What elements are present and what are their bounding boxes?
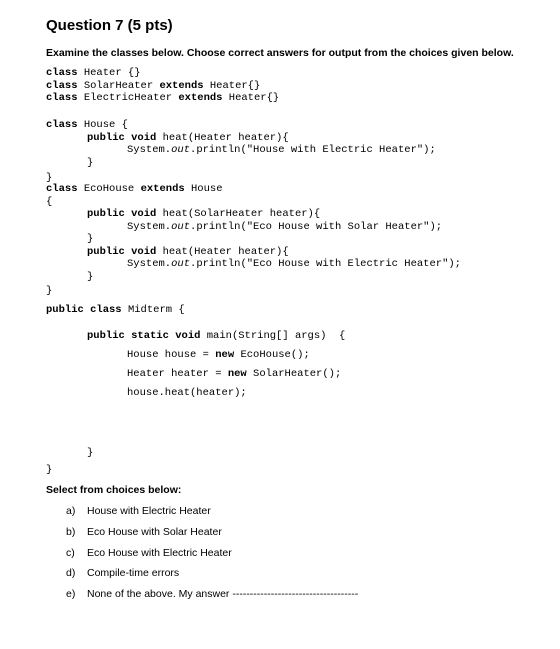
code-line-midterm-class: public class Midterm { [46, 304, 185, 316]
code-line-house-class: class House { [46, 119, 128, 131]
choice-a: a) House with Electric Heater [66, 505, 211, 517]
code-line-heat-call: house.heat(heater); [127, 387, 247, 399]
code-line-house-heat: public void heat(Heater heater){ [87, 131, 289, 144]
code-line-heater: class Heater {} [46, 67, 141, 79]
code-brace: { [46, 196, 53, 208]
code-line-house-assign: House house = new EcoHouse(); [127, 349, 310, 361]
code-brace: } [87, 156, 94, 169]
code-line-eco-print-solar: System.out.println("Eco House with Solar Heater"); [127, 220, 443, 233]
code-brace: } [46, 464, 53, 476]
code-line-eco-heat-solar: public void heat(SolarHeater heater){ [87, 208, 321, 220]
choice-d: d) Compile-time errors [66, 567, 180, 579]
choice-e: e) None of the above. My answer ------------------------------------ [66, 588, 359, 600]
choice-b: b) Eco House with Solar Heater [66, 526, 222, 538]
code-brace: } [87, 270, 94, 283]
question-title: Question 7 (5 pts) [46, 17, 173, 34]
code-brace: } [46, 285, 53, 297]
question-instruction: Examine the classes below. Choose correct answers for output from the choices given below. [46, 47, 514, 59]
code-line-heater-assign: Heater heater = new SolarHeater(); [127, 368, 342, 380]
choices-label: Select from choices below: [46, 484, 182, 496]
code-line-solarheater: class SolarHeater extends Heater{} [46, 79, 261, 92]
code-brace: } [46, 172, 53, 184]
code-brace: } [87, 447, 94, 459]
code-line-eco-print-electric: System.out.println("Eco House with Electric Heater"); [127, 258, 461, 270]
code-line-electricheater: class ElectricHeater extends Heater{} [46, 92, 280, 104]
choice-c: c) Eco House with Electric Heater [66, 547, 232, 559]
code-line-eco-heat-heater: public void heat(Heater heater){ [87, 245, 289, 258]
code-brace: } [87, 233, 94, 245]
code-line-ecohouse-class: class EcoHouse extends House [46, 183, 223, 195]
code-line-main: public static void main(String[] args) { [87, 330, 346, 342]
code-line-house-print: System.out.println("House with Electric Heater"); [127, 144, 436, 156]
